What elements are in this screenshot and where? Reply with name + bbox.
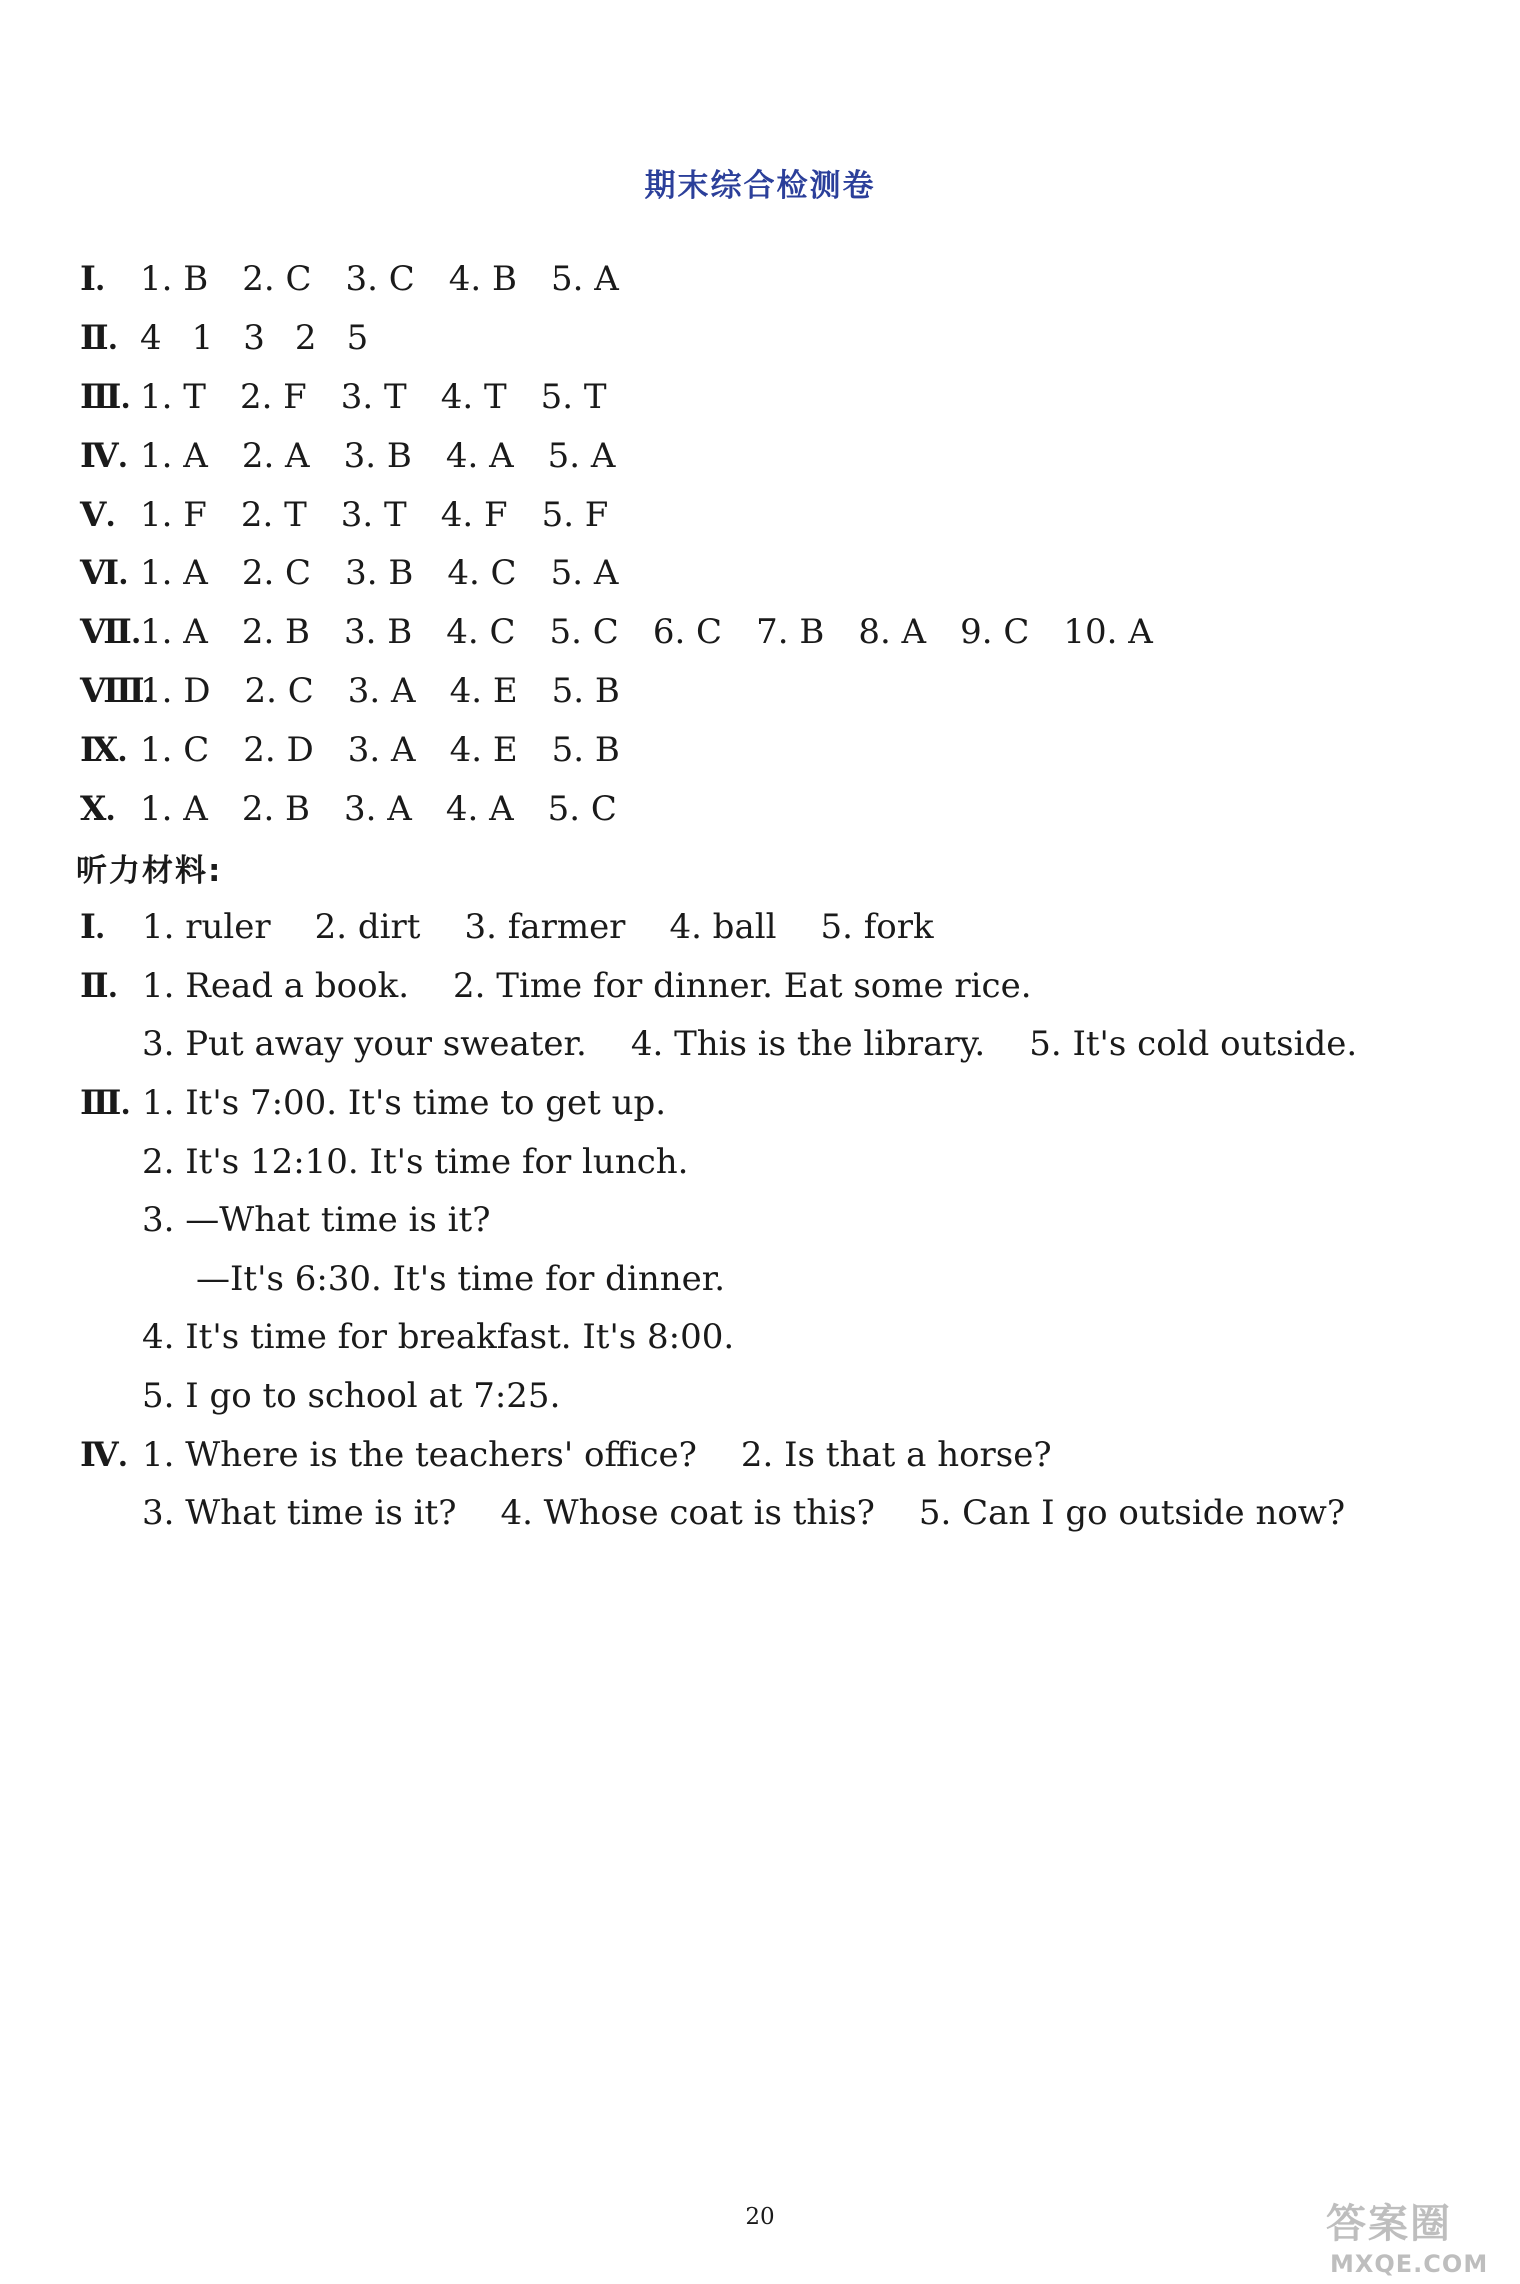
section-numeral: Ⅶ.	[80, 614, 141, 652]
section-numeral: Ⅳ.	[80, 437, 128, 475]
listening-row	[80, 1425, 1480, 1484]
answer-item: 7. B	[756, 612, 825, 653]
listening-item: 4. Whose coat is this?	[500, 1493, 875, 1534]
listening-item: 5. I go to school at 7:25.	[142, 1376, 561, 1417]
answer-item: 1. A	[140, 553, 208, 594]
answer-row	[80, 779, 1460, 838]
listening-heading: 听力材料:	[76, 853, 223, 889]
answer-item: 5	[346, 318, 369, 359]
answer-item: 1. A	[140, 435, 208, 476]
listening-item: —It's 6:30. It's time for dinner.	[196, 1258, 726, 1299]
answer-item: 4. F	[440, 494, 508, 535]
listening-item: 1. ruler	[142, 907, 271, 948]
listening-item: 4. ball	[669, 907, 777, 948]
listening-item: 4. It's time for breakfast. It's 8:00.	[142, 1317, 735, 1358]
listening-item: 1. Read a book.	[142, 965, 410, 1006]
listening-row	[80, 1074, 1480, 1133]
listening-item: 2. It's 12:10. It's time for lunch.	[142, 1141, 689, 1182]
section-numeral: Ⅰ.	[80, 909, 105, 947]
answer-item: 2. C	[242, 259, 312, 300]
answer-item: 3	[243, 318, 265, 359]
answer-row	[80, 544, 1460, 603]
answer-item: 1	[191, 318, 214, 359]
listening-item: 5. Can I go outside now?	[918, 1493, 1346, 1534]
answer-item: 1. T	[140, 376, 206, 417]
listening-material	[80, 898, 1480, 1543]
answer-row	[80, 250, 1460, 309]
listening-item: 2. dirt	[314, 907, 421, 948]
listening-row	[80, 1308, 1480, 1367]
answer-item: 5. A	[547, 435, 616, 476]
answer-item: 2. C	[244, 670, 314, 711]
answer-row	[80, 309, 1460, 368]
answer-row	[80, 603, 1460, 662]
answer-item: 5. A	[551, 259, 619, 300]
answer-item: 3. C	[345, 259, 415, 300]
answer-row	[80, 662, 1460, 721]
answer-item: 3. A	[347, 670, 416, 711]
answer-item: 2. B	[241, 788, 311, 829]
listening-item: 1. Where is the teachers' office?	[142, 1434, 697, 1475]
listening-row	[80, 1015, 1480, 1074]
answer-item: 5. B	[551, 670, 620, 711]
answer-item: 4. E	[449, 729, 518, 770]
answer-item: 4	[140, 318, 162, 359]
listening-item: 1. It's 7:00. It's time to get up.	[142, 1083, 667, 1124]
section-numeral: Ⅵ.	[80, 555, 128, 593]
section-numeral: Ⅳ.	[80, 1436, 128, 1474]
answer-item: 2. C	[241, 553, 312, 594]
answer-item: 4. E	[449, 670, 518, 711]
answer-item: 4. C	[446, 612, 516, 653]
answer-item: 4. B	[448, 259, 517, 300]
listening-item: 3. What time is it?	[142, 1493, 457, 1534]
answer-item: 1. B	[140, 259, 209, 300]
listening-row	[80, 1367, 1480, 1426]
answer-item: 5. T	[540, 376, 607, 417]
answer-item: 4. A	[445, 788, 514, 829]
answer-row	[80, 485, 1460, 544]
section-numeral: Ⅰ.	[80, 261, 105, 299]
section-numeral: Ⅹ.	[80, 790, 115, 828]
listening-row	[80, 898, 1480, 957]
listening-row	[80, 1484, 1480, 1543]
section-numeral: Ⅱ.	[80, 320, 118, 358]
listening-item: 3. farmer	[464, 907, 626, 948]
answer-item: 3. T	[340, 494, 407, 535]
page-title: 期末综合检测卷	[644, 168, 876, 204]
answer-item: 1. F	[140, 494, 207, 535]
listening-row	[80, 1132, 1480, 1191]
answer-item: 3. B	[345, 553, 414, 594]
answer-item: 5. B	[551, 729, 620, 770]
page-number: 20	[745, 2204, 775, 2230]
answer-item: 3. A	[344, 788, 412, 829]
listening-row	[80, 1191, 1480, 1250]
watermark-logo	[1316, 2192, 1506, 2278]
answer-item: 1. C	[140, 729, 210, 770]
section-numeral: Ⅷ.	[80, 672, 154, 710]
section-numeral: Ⅸ.	[80, 731, 127, 769]
answer-item: 8. A	[858, 612, 927, 653]
answer-item: 2. A	[241, 435, 310, 476]
watermark-top-text: 答案圈	[1326, 2201, 1452, 2247]
answer-item: 4. A	[445, 435, 514, 476]
answer-item: 5. C	[549, 612, 619, 653]
answer-row	[80, 426, 1460, 485]
section-numeral: Ⅴ.	[80, 496, 115, 534]
answer-item: 1. A	[140, 612, 208, 653]
section-numeral: Ⅲ.	[80, 378, 130, 416]
answer-item: 3. A	[347, 729, 416, 770]
listening-row	[80, 957, 1480, 1016]
listening-item: 2. Is that a horse?	[740, 1434, 1052, 1475]
listening-item: 3. —What time is it?	[142, 1200, 491, 1241]
answer-item: 2. F	[239, 376, 307, 417]
watermark-bottom-text: MXQE.COM	[1330, 2250, 1489, 2278]
answer-item: 1. D	[140, 670, 211, 711]
answer-item: 4. C	[447, 553, 517, 594]
section-numeral: Ⅱ.	[80, 967, 118, 1005]
answer-item: 10. A	[1063, 612, 1153, 653]
answer-item: 9. C	[960, 612, 1030, 653]
answer-item: 3. T	[340, 376, 407, 417]
answer-item: 3. B	[343, 435, 412, 476]
answer-item: 2. T	[240, 494, 307, 535]
answer-item: 5. F	[541, 494, 609, 535]
answer-item: 1. A	[140, 788, 208, 829]
listening-item: 4. This is the library.	[630, 1024, 986, 1065]
answer-item: 5. A	[550, 553, 619, 594]
answer-item: 4. T	[440, 376, 507, 417]
answer-item: 3. B	[344, 612, 413, 653]
section-numeral: Ⅲ.	[80, 1085, 130, 1123]
answer-item: 6. C	[652, 612, 723, 653]
answer-key	[80, 250, 1460, 838]
listening-item: 3. Put away your sweater.	[142, 1024, 587, 1065]
answer-item: 2. D	[243, 729, 314, 770]
answer-row	[80, 720, 1460, 779]
answer-row	[80, 368, 1460, 427]
listening-row	[80, 1250, 1480, 1309]
answer-item: 5. C	[547, 788, 617, 829]
listening-item: 5. fork	[820, 907, 934, 948]
listening-item: 2. Time for dinner. Eat some rice.	[453, 965, 1032, 1006]
answer-item: 2	[294, 318, 317, 359]
listening-item: 5. It's cold outside.	[1029, 1024, 1358, 1065]
answer-item: 2. B	[241, 612, 311, 653]
